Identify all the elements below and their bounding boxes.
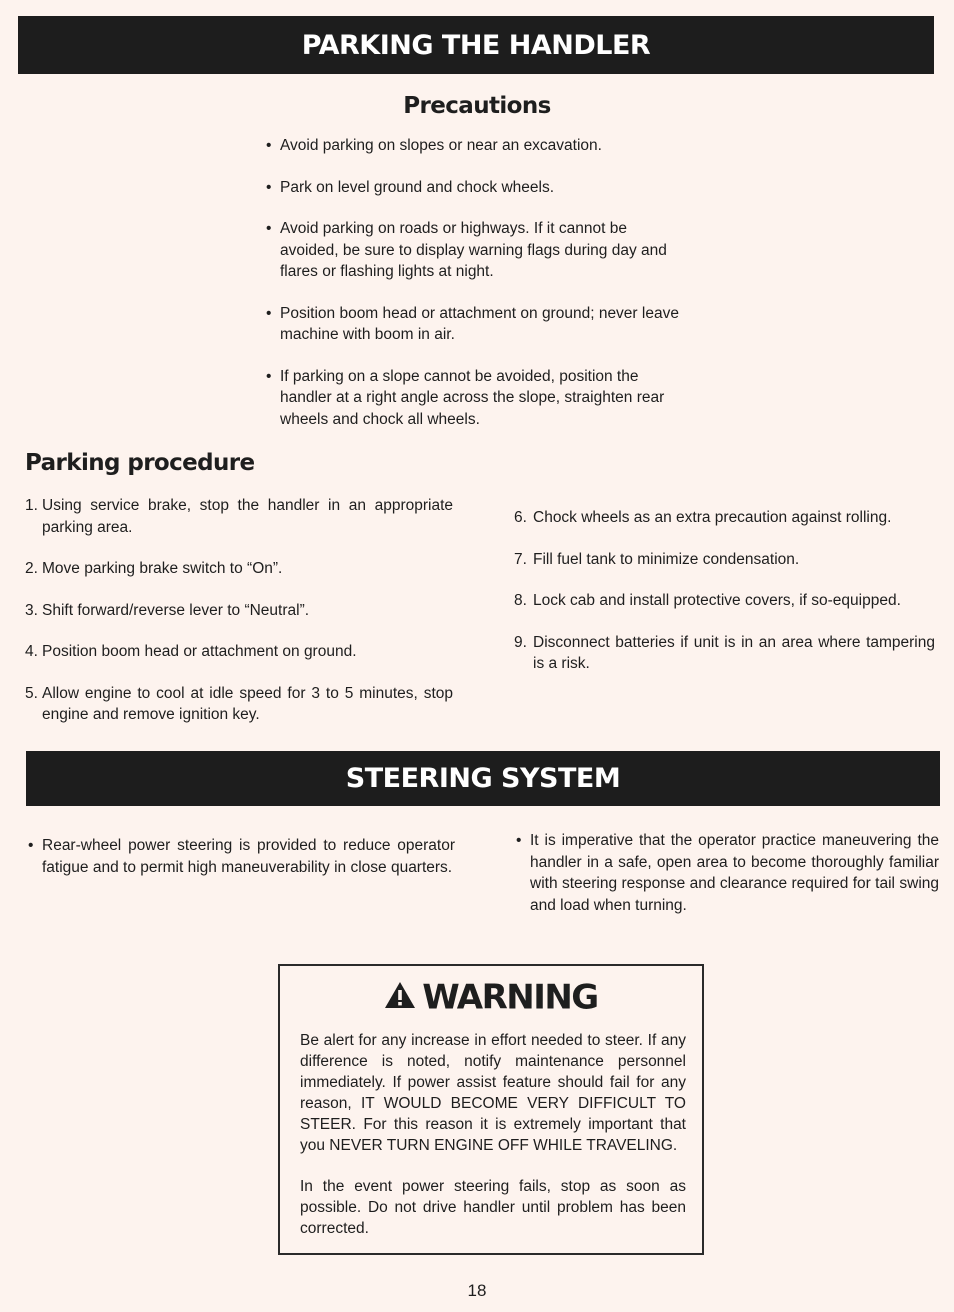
procedure-step xyxy=(25,558,453,580)
procedure-step xyxy=(25,495,453,538)
step-text: Using service brake, stop the handler in an appropriate parking area. xyxy=(42,497,453,536)
steering-bullet: • It is imperative that the operator practice maneuvering the handler in a safe, open area to become thoroughly familiar with steering response and clearance required for tail swing and load when turning. xyxy=(516,830,939,916)
precaution-item: • Park on level ground and chock wheels. xyxy=(266,177,688,199)
precaution-item: • Avoid parking on roads or highways. If it cannot be avoided, be sure to display warning flags during day and flares or flashing lights at night. xyxy=(266,218,688,283)
step-number: 2. xyxy=(25,560,38,577)
procedure-step xyxy=(514,549,935,571)
warning-triangle-icon xyxy=(384,978,416,1018)
warning-title xyxy=(280,976,702,1018)
step-text: Move parking brake switch to “On”. xyxy=(42,560,283,577)
procedure-steps-left xyxy=(25,495,453,746)
step-text: Lock cab and install protective covers, if so-equipped. xyxy=(533,592,901,609)
precautions-heading: Precautions xyxy=(403,93,551,119)
parking-procedure-heading: Parking procedure xyxy=(25,450,255,476)
steering-left-column xyxy=(28,835,455,878)
step-text: Allow engine to cool at idle speed for 3 to 5 minutes, stop engine and remove ignition key. xyxy=(42,684,453,723)
procedure-step xyxy=(25,600,453,622)
warning-paragraph: Be alert for any increase in effort needed to steer. If any difference is noted, notify maintenance personnel immediately. If power assist feature should fail for any reason, IT WOULD BECOME VERY DIFFICULT TO STEER. For this reason it is extremely important that you NEVER TURN ENGINE OFF WHILE TRAVELING. xyxy=(300,1032,686,1154)
procedure-step xyxy=(514,632,935,675)
step-number: 4. xyxy=(25,643,38,660)
warning-title-text: WARNING xyxy=(422,977,598,1018)
steering-section-banner xyxy=(26,751,940,806)
warning-paragraph: In the event power steering fails, stop as soon as possible. Do not drive handler until problem has been corrected. xyxy=(300,1178,686,1237)
step-number: 8. xyxy=(514,592,527,609)
procedure-step xyxy=(25,641,453,663)
parking-section-banner xyxy=(18,16,934,74)
page-number: 18 xyxy=(467,1281,487,1300)
precaution-item: • Position boom head or attachment on ground; never leave machine with boom in air. xyxy=(266,303,688,346)
step-text: Chock wheels as an extra precaution against rolling. xyxy=(533,509,892,526)
step-number: 9. xyxy=(514,633,527,651)
parking-section-title: PARKING THE HANDLER xyxy=(301,29,651,61)
step-text: Position boom head or attachment on ground. xyxy=(42,643,357,660)
precautions-list xyxy=(266,135,688,450)
step-text: Fill fuel tank to minimize condensation. xyxy=(533,550,800,568)
step-text: Shift forward/reverse lever to “Neutral”. xyxy=(42,601,310,619)
procedure-steps-right xyxy=(514,507,935,695)
warning-box xyxy=(278,964,704,1255)
step-number: 3. xyxy=(25,601,38,619)
procedure-step xyxy=(514,590,935,612)
procedure-step xyxy=(25,683,453,726)
procedure-step xyxy=(514,507,935,529)
step-number: 1. xyxy=(25,497,38,514)
step-number: 7. xyxy=(514,550,527,568)
steering-bullet: • Rear-wheel power steering is provided to reduce operator fatigue and to permit high maneuverability in close quarters. xyxy=(28,835,455,878)
precaution-item: • If parking on a slope cannot be avoided, position the handler at a right angle across the slope, straighten rear wheels and chock all wheels. xyxy=(266,366,688,431)
step-number: 5. xyxy=(25,684,38,702)
steering-right-column xyxy=(516,830,939,916)
step-number: 6. xyxy=(514,509,527,526)
precaution-item: • Avoid parking on slopes or near an excavation. xyxy=(266,135,688,157)
steering-section-title: STEERING SYSTEM xyxy=(345,763,621,794)
step-text: Disconnect batteries if unit is in an area where tampering is a risk. xyxy=(533,633,935,672)
